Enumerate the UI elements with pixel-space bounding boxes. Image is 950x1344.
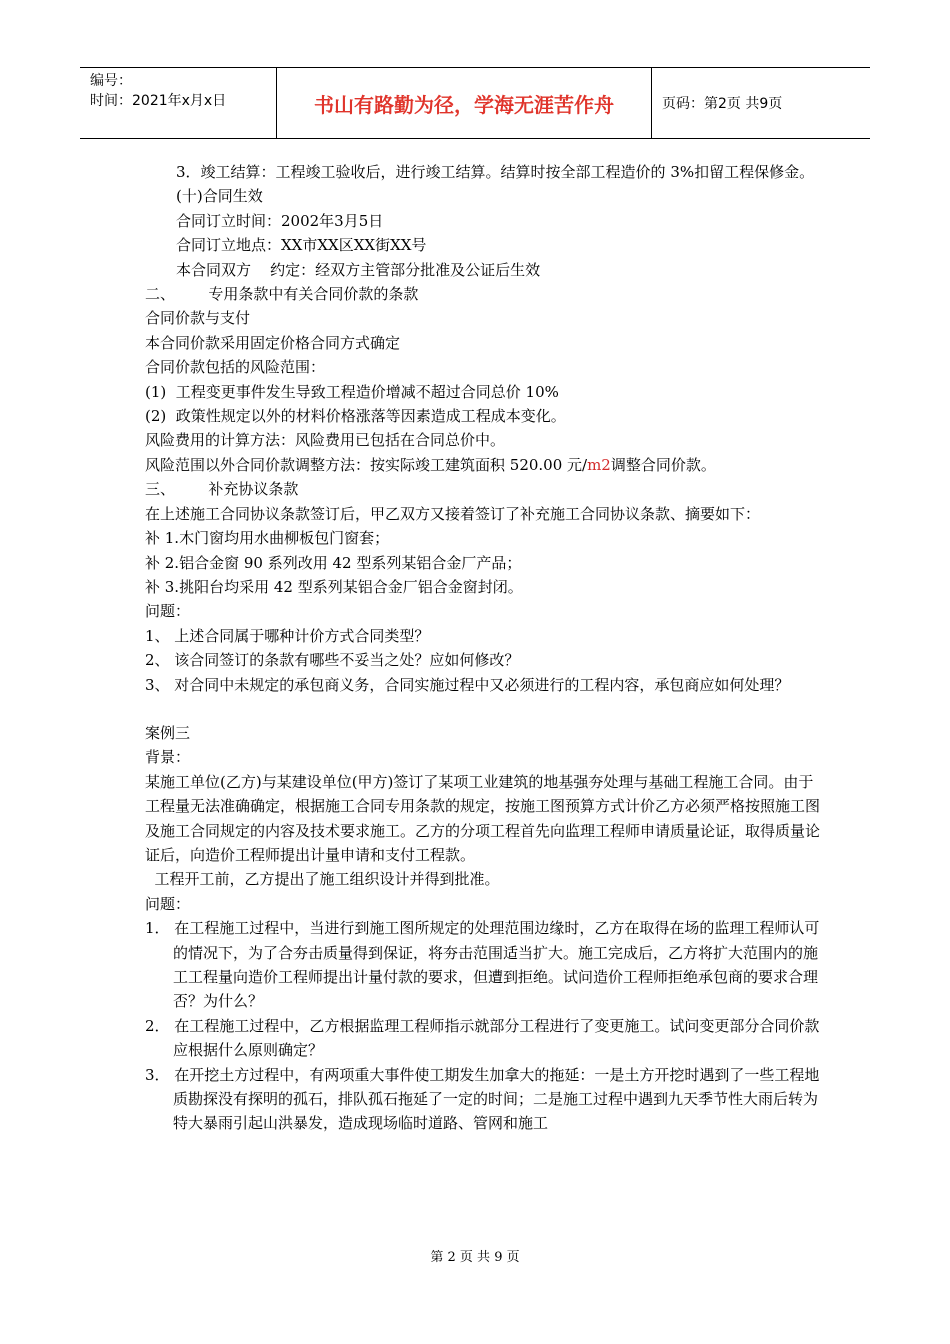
list-item: 1、 上述合同属于哪种计价方式合同类型？	[145, 626, 430, 645]
paragraph: (十)合同生效	[176, 187, 263, 206]
paragraph: 合同订立地点：XX市XX区XX街XX号	[176, 236, 427, 255]
unit-highlight: m2	[587, 455, 611, 474]
text-run: 风险范围以外合同价款调整方法：按实际竣工建筑面积 520.00 元/	[145, 455, 588, 474]
paragraph: 问题：	[145, 602, 191, 621]
list-item: 2、 该合同签订的条款有哪些不妥当之处？应如何修改？	[145, 651, 520, 670]
paragraph: 工程开工前，乙方提出了施工组织设计并得到批准。	[145, 870, 500, 889]
header-meta	[80, 68, 277, 138]
section-heading: 三、 补充协议条款	[145, 480, 299, 499]
list-item: 1． 在工程施工过程中，当进行到施工图所规定的处理范围边缘时，乙方在取得在场的监理工程师认可的情况下，为了合夯击质量得到保证，将夯击范围适当扩大。施工完成后，乙方将扩大范围内的施工工程量向造价工程师提出计量付款的要求，但遭到拒绝。试问造价工程师拒绝承包商的要求合理否？为什么？	[145, 919, 820, 1011]
paragraph: 本合同价款采用固定价格合同方式确定	[145, 333, 401, 352]
section-heading: 二、 专用条款中有关合同价款的条款	[145, 285, 419, 304]
paragraph: 风险费用的计算方法：风险费用已包括在合同总价中。	[145, 431, 506, 450]
list-item: (1) 工程变更事件发生导致工程造价增减不超过合同总价 10%	[145, 382, 559, 401]
header-page-info: 页码：第2页 共9页	[662, 96, 783, 112]
paragraph: 背景：	[145, 748, 191, 767]
paragraph: 合同价款包括的风险范围：	[145, 358, 326, 377]
paragraph: 问题：	[145, 894, 191, 913]
document-number-label: 编号：	[90, 73, 132, 89]
text-run: 调整合同价款。	[610, 455, 716, 474]
list-item: 补 2.铝合金窗 90 系列改用 42 型系列某铝合金厂产品；	[145, 553, 522, 572]
list-item: (2) 政策性规定以外的材料价格涨落等因素造成工程成本变化。	[145, 407, 566, 426]
list-item: 补 1.木门窗均用水曲柳板包门窗套；	[145, 529, 390, 548]
list-item: 2． 在工程施工过程中，乙方根据监理工程师指示就部分工程进行了变更施工。试问变更部分合同价款应根据什么原则确定？	[145, 1016, 820, 1060]
list-item: 3、 对合同中未规定的承包商义务，合同实施过程中又必须进行的工程内容，承包商应如何处理？	[145, 675, 790, 694]
document-date: 时间：2021年x月x日	[90, 93, 227, 109]
paragraph: 在上述施工合同协议条款签订后，甲乙双方又接着签订了补充施工合同协议条款、摘要如下：	[145, 504, 761, 523]
paragraph: 本合同双方 约定：经双方主管部分批准及公证后生效	[176, 260, 541, 279]
list-item: 补 3.挑阳台均采用 42 型系列某铝合金厂铝合金窗封闭。	[145, 577, 523, 596]
case-heading: 案例三	[145, 723, 191, 742]
page-header	[80, 67, 870, 139]
paragraph: 某施工单位(乙方)与某建设单位(甲方)签订了某项工业建筑的地基强夯处理与基础工程施工合同。由于工程量无法准确确定，根据施工合同专用条款的规定，按施工图预算方式计价乙方必须严格按照施工图及施工合同规定的内容及技术要求施工。乙方的分项工程首先向监理工程师申请质量论证，取得质量论证后，向造价工程师提出计量申请和支付工程款。	[145, 772, 821, 864]
document-body	[145, 160, 825, 1136]
paragraph: 3．竣工结算：工程竣工验收后，进行竣工结算。结算时按全部工程造价的 3%扣留工程保修金。	[176, 163, 815, 181]
paragraph: 合同订立时间：2002年3月5日	[176, 211, 384, 230]
page-footer: 第 2 页 共 9 页	[430, 1250, 520, 1265]
paragraph	[145, 453, 825, 477]
blank-line	[145, 697, 825, 721]
list-item: 3． 在开挖土方过程中，有两项重大事件使工期发生加拿大的拖延：一是土方开挖时遇到了一些工程地质勘探没有探明的孤石，排队孤石拖延了一定的时间；二是施工过程中遇到九天季节性大雨后转为特大暴雨引起山洪暴发，造成现场临时道路、管网和施工	[145, 1065, 820, 1133]
header-motto: 书山有路勤为径，学海无涯苦作舟	[277, 68, 652, 138]
paragraph: 合同价款与支付	[145, 309, 251, 328]
